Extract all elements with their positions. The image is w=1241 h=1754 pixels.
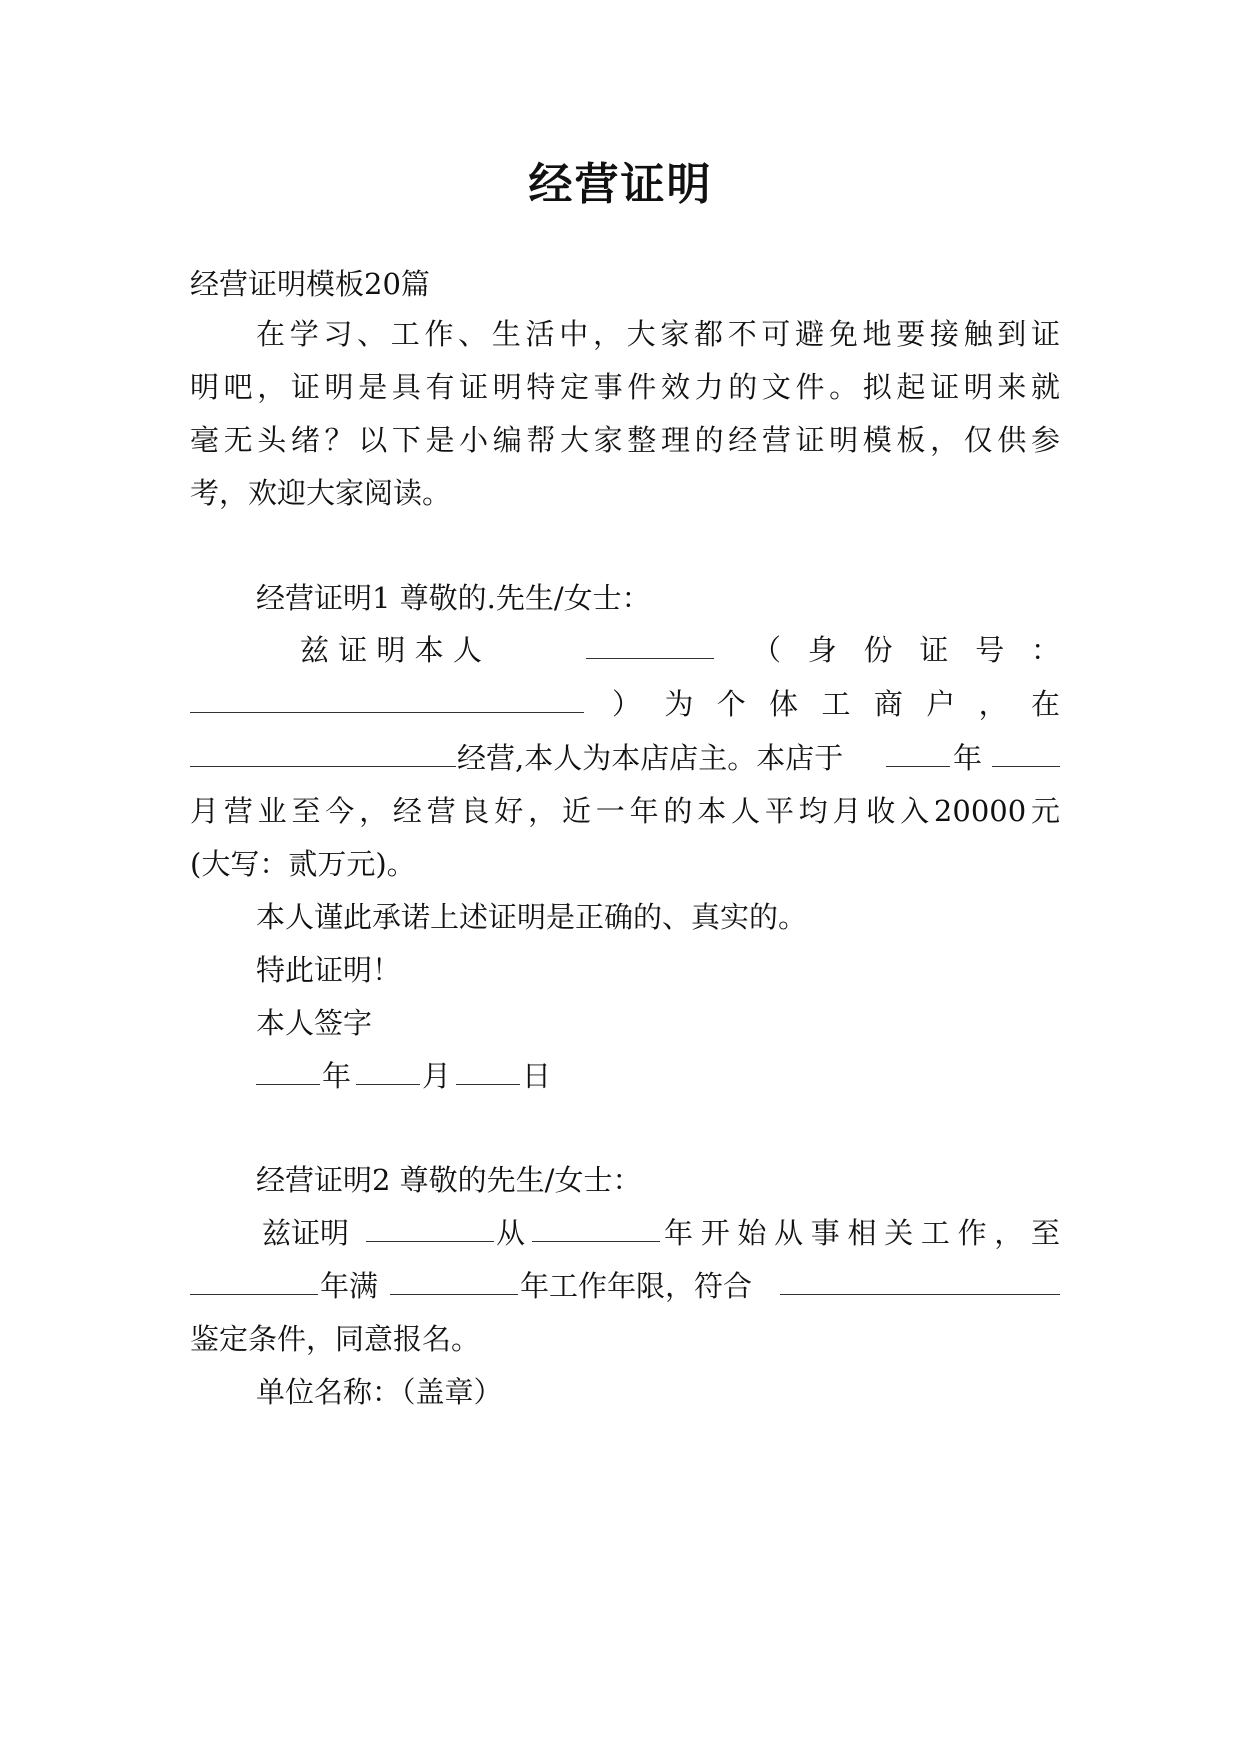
id-number-blank [190, 684, 584, 713]
qualification-blank [780, 1266, 1060, 1295]
cert2-line3: 鉴定条件，同意报名。 [190, 1322, 481, 1356]
cert2-line2-text-b: 年工作年限，符合 [520, 1269, 753, 1303]
cert2-unit-label: 单位名称：（盖章） [256, 1375, 503, 1409]
cert1-special: 特此证明！ [256, 953, 402, 987]
cert2-line1-text-b: 从 [496, 1216, 526, 1250]
intro-line-2: 明吧，证明是具有证明特定事件效力的文件。拟起证明来就 [190, 370, 1060, 404]
date-month-blank [356, 1056, 420, 1085]
name-blank [586, 630, 714, 659]
cert1-line2-text: ） 为 个 体 工 商 户 ， 在 [612, 687, 1060, 721]
cert2-line2-text-a: 年满 [320, 1269, 379, 1303]
start-year-blank [532, 1213, 660, 1242]
date-year-blank [256, 1056, 320, 1085]
cert1-date-month: 月 [422, 1059, 452, 1093]
cert1-promise: 本人谨此承诺上述证明是正确的、真实的。 [256, 900, 808, 934]
cert1-signature-label: 本人签字 [256, 1006, 373, 1040]
cert2-line1-text-c: 年开始从事相关工作，至 [664, 1216, 1060, 1250]
cert1-line4: 月营业至今，经营良好，近一年的本人平均月收入20000元 [190, 794, 1060, 828]
date-day-blank [456, 1056, 520, 1085]
cert1-line1-text: 兹 证 明 本 人 [300, 633, 482, 667]
cert1-line3-year: 年 [953, 741, 983, 775]
cert1-line5: (大写：贰万元)。 [190, 847, 416, 881]
cert1-heading: 经营证明1 尊敬的.先生/女士： [256, 581, 651, 615]
cert1-line1-id-label: （ 身 份 证 号 ： [752, 633, 1060, 667]
month-blank [992, 738, 1060, 767]
person-blank [366, 1213, 494, 1242]
years-count-blank [390, 1266, 518, 1295]
intro-line-3: 毫无头绪？以下是小编帮大家整理的经营证明模板，仅供参 [190, 423, 1060, 457]
intro-line-4: 考，欢迎大家阅读。 [190, 476, 452, 510]
intro-line-1: 在学习、工作、生活中，大家都不可避免地要接触到证 [256, 317, 1060, 351]
location-blank [190, 738, 456, 767]
cert2-line1-text-a: 兹证明 [262, 1216, 350, 1250]
end-year-blank [190, 1266, 318, 1295]
cert1-date-day: 日 [522, 1059, 552, 1093]
year-blank [886, 738, 950, 767]
document-subtitle: 经营证明模板20篇 [190, 267, 430, 301]
cert2-heading: 经营证明2 尊敬的先生/女士： [256, 1163, 642, 1197]
cert1-line3-text: 经营,本人为本店店主。本店于 [457, 741, 844, 775]
document-title: 经营证明 [528, 159, 713, 210]
cert1-date-year: 年 [322, 1059, 352, 1093]
